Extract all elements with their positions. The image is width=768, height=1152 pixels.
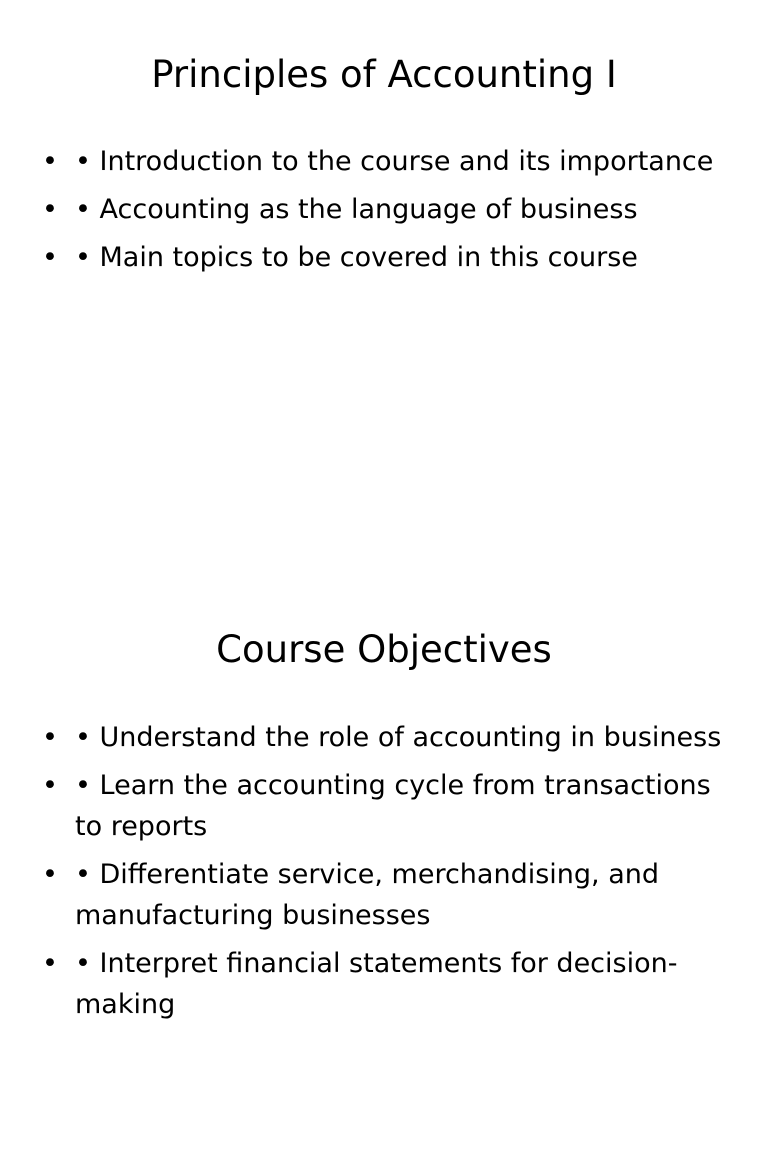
bullet-text: • Differentiate service, merchandising, and manufacturing businesses [75,859,659,931]
bullet-item [0,943,740,1025]
bullet-list [0,141,740,285]
bullet-text: • Introduction to the course and its importance [75,146,714,177]
bullet-text: • Understand the role of accounting in business [75,722,722,753]
bullet-text: • Interpret financial statements for decision-making [75,948,678,1020]
bullet-marker: • [42,194,58,225]
bullet-item [0,237,740,278]
bullet-marker: • [42,948,58,979]
slide-2 [0,576,768,1152]
slide-title: Course Objectives [216,628,552,671]
bullet-marker: • [42,722,58,753]
bullet-marker: • [42,859,58,890]
bullet-list [0,717,740,1032]
bullet-item [0,854,740,936]
bullet-text: • Learn the accounting cycle from transactions to reports [75,770,711,842]
bullet-marker: • [42,146,58,177]
bullet-marker: • [42,770,58,801]
bullet-text: • Main topics to be covered in this course [75,242,638,273]
bullet-text: • Accounting as the language of business [75,194,638,225]
bullet-item [0,765,740,847]
bullet-marker: • [42,242,58,273]
bullet-item [0,717,740,758]
bullet-item [0,141,740,182]
bullet-item [0,189,740,230]
slide-title: Principles of Accounting I [151,53,617,96]
